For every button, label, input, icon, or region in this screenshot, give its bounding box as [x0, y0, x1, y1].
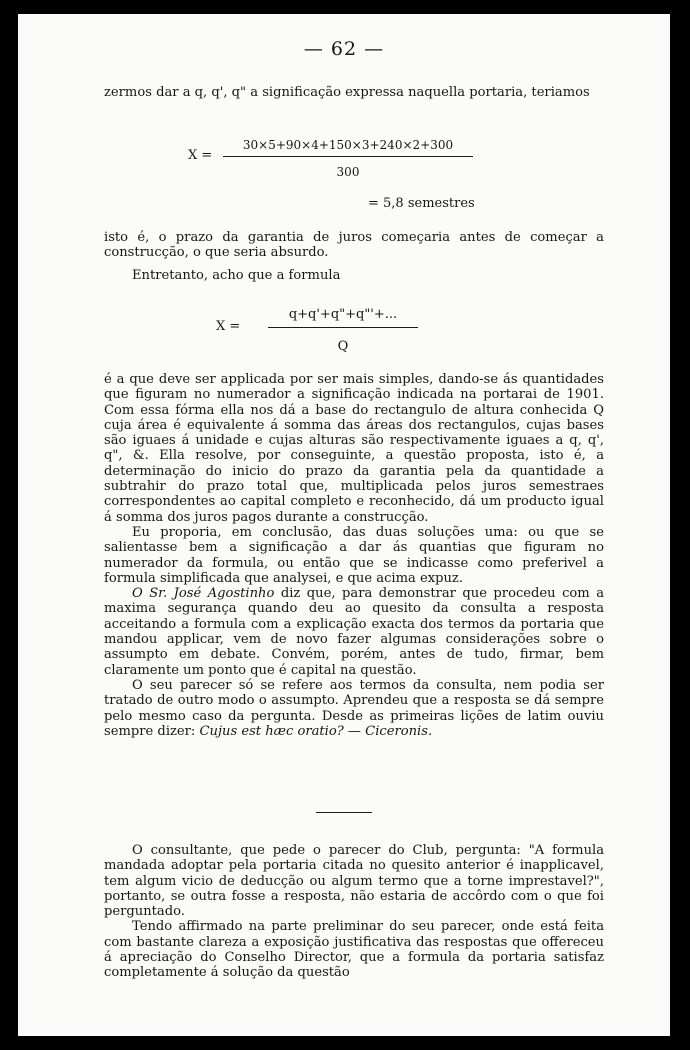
paragraph-text: Entretanto, acho que a formula — [132, 267, 341, 283]
paragraph-text: Eu proporia, em conclusão, das duas soluções uma: ou que se salientasse bem a significação a dar ás quantias que figuram no numerador da formula, ou então que se indicasse como preferivel a formula simplificada que analysei, e que acima expuz. — [104, 524, 604, 586]
paragraph-conclusion — [104, 230, 604, 283]
paragraph-text: O consultante, que pede o parecer do Club, pergunta: "A formula mandada adoptar pela portaria citada no quesito anterior é inapplicavel, tem algum vicio de deducção ou algum termo que a torne imprestavel?", portanto, se outra fosse a resposta, não estaria de accôrdo com o que foi perguntado. — [104, 843, 604, 920]
paragraph-intro — [104, 85, 604, 100]
paragraph-speaker — [104, 586, 604, 678]
equation-lhs: X = — [188, 148, 213, 163]
paragraph-text: diz que, para demonstrar que procedeu com a maxima segurança quando deu ao quesito da consulta a resposta acceitando a formula com a explicação exacta dos termos da portaria que mandou applicar, vem de novo fazer algumas considerações sobre o assumpto em debate. Convém, porém, antes de tudo, firmar, bem claramente um ponto que é capital na questão. — [104, 586, 604, 678]
equation-lhs: X = — [216, 319, 241, 334]
page-number: — 62 — — [303, 38, 385, 60]
equation-numerator: 30×5+90×4+150×3+240×2+300 — [242, 138, 454, 152]
equation-numerator: q+q'+q"+q"'+... — [288, 307, 398, 322]
speaker-name: O Sr. José Agostinho — [132, 586, 275, 602]
paragraph-text: zermos dar a q, q', q" a significação expressa naquella portaria, teriamos — [104, 85, 590, 100]
body-text-second — [104, 843, 604, 981]
paragraph-text: Tendo affirmado na parte preliminar do seu parecer, onde está feita com bastante clareza a exposição justificativa das respostas que offereceu á apreciação do Conselho Director, que a formula da portaria satisfaz completamente á solução da questão — [104, 919, 604, 981]
equation-result: = 5,8 semestres — [368, 196, 475, 211]
paragraph-text: é a que deve ser applicada por ser mais simples, dando-se ás quantidades que figuram no numerador a significação indicada na portarai de 1901. Com essa fórma ella nos dá a base do rectangulo de altura conhecida Q cuja área é equivalente á somma das áreas dos rectangulos, cujas bases são iguaes á unidade e cujas alturas são respectivamente iguaes a q, q', q", &. Ella resolve, por conseguinte, a questão proposta, isto é, a determinação do inicio do prazo da garantia pela da quantidade a subtrahir do prazo total que, multiplicada pelos juros semestraes correspondentes ao capital completo e reconhecido, dá um producto igual á somma dos juros pagos durante a construcção. — [104, 372, 604, 525]
paragraph-quote — [104, 678, 604, 739]
document-page — [18, 14, 670, 1036]
section-divider — [316, 812, 372, 813]
equation-denominator: Q — [337, 339, 349, 354]
fraction-bar — [223, 156, 473, 157]
body-text — [104, 372, 604, 739]
equation-denominator: 300 — [336, 165, 360, 179]
paragraph-text: isto é, o prazo da garantia de juros começaria antes de começar a construcção, o que seria absurdo. — [104, 230, 604, 261]
fraction-bar — [268, 327, 418, 328]
latin-quote: Cujus est hæc oratio? — Ciceronis. — [199, 723, 433, 739]
paragraph-text: O seu parecer só se refere aos termos da consulta, nem podia ser tratado de outro modo o assumpto. Aprendeu que a resposta se dá sempre pelo mesmo caso da pergunta. Desde as primeiras lições de latim ouviu sempre dizer: — [104, 677, 604, 739]
